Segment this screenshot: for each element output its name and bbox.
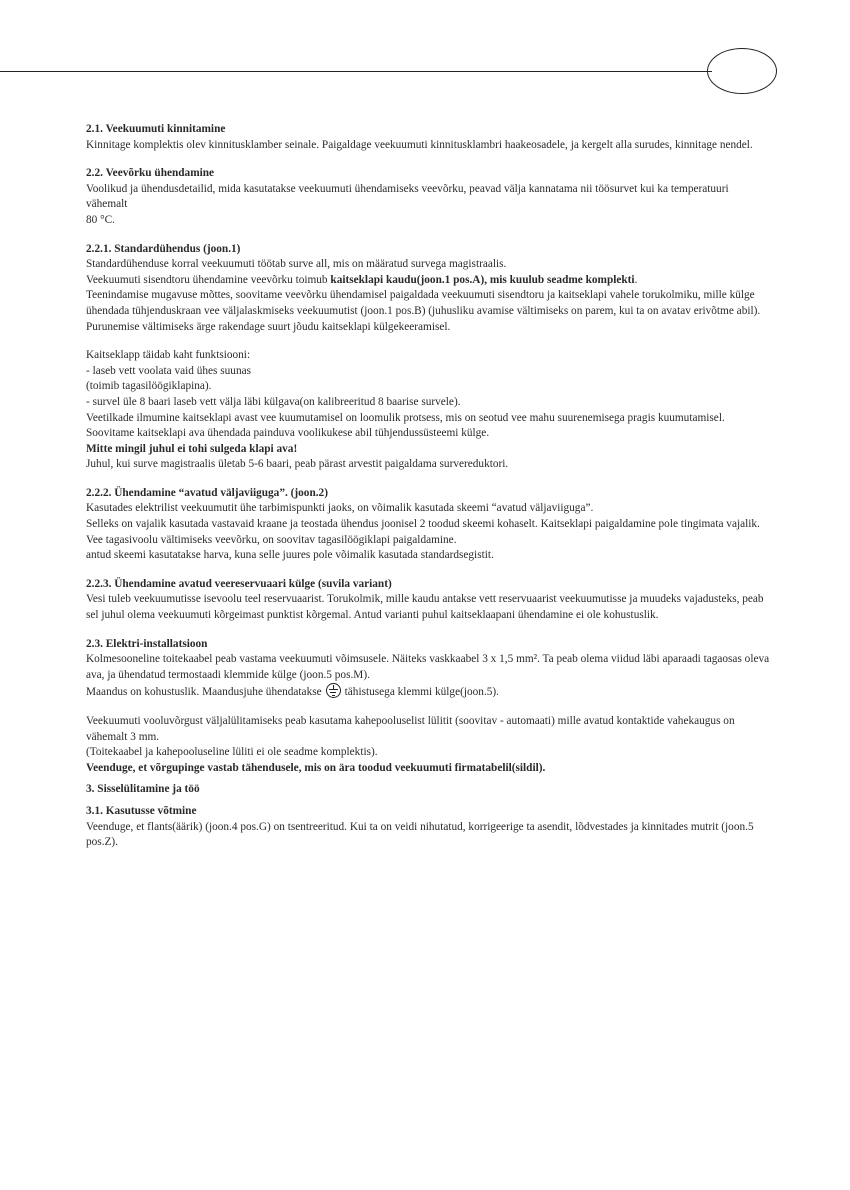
paragraph: Vesi tuleb veekuumutisse isevoolu teel reservuaarist. Torukolmik, mille kaudu antakse vett reservuaarist veekuumutisse ja muudeks vajadusteks, peab sel juhul olema veekuumuti kõrgeimast punktist kõrgemal. Antud varianti puhul kaitseklaapani ühendamine ei ole kohustuslik. bbox=[86, 593, 764, 622]
paragraph bbox=[86, 273, 770, 289]
heading-2-1: 2.1. Veekuumuti kinnitamine bbox=[86, 123, 226, 135]
paragraph: antud skeemi kasutatakse harva, kuna selle juures pole võimalik kasutada standardsegistit. bbox=[86, 549, 494, 562]
paragraph: Veenduge, et flants(äärik) (joon.4 pos.G) on tsentreeritud. Kui ta on veidi nihutatud, korrigeerige ta asendit, lõdvestades ja kinnitades mutrit (joon.5 pos.Z). bbox=[86, 820, 754, 849]
paragraph: 80 °C. bbox=[86, 213, 115, 226]
heading-2-3: 2.3. Elektri-installatsioon bbox=[86, 637, 208, 650]
paragraph: Standardühenduse korral veekuumuti töötab surve all, mis on määratud survega magistraalis. bbox=[86, 258, 507, 271]
heading-2-2-2: 2.2.2. Ühendamine “avatud väljaviiguga”. (joon.2) bbox=[86, 486, 328, 499]
paragraph: Purunemise vältimiseks ärge rakendage suurt jõudu kaitseklapi külgekeeramisel. bbox=[86, 320, 451, 333]
paragraph: Veetilkade ilmumine kaitseklapi avast vee kuumutamisel on loomulik protsess, mis on seotud vee mahu suurenemisega pragis kuumutamisel. Soovitame kaitseklapi ava ühendada painduva voolikukese abil tühjendussüsteemi külge. bbox=[86, 411, 725, 440]
notice-text: Veenduge, et võrgupinge vastab tähendusele, mis on ära toodud veekuumuti firmatabelil(sildil). bbox=[86, 761, 546, 774]
heading-2-2: 2.2. Veevõrku ühendamine bbox=[86, 167, 215, 180]
paragraph: Teenindamise mugavuse mõttes, soovitame veevõrku ühendamisel paigaldada veekuumuti sisendtoru ja kaitseklapi vahele torukolmiku, mille külge ühendada tühjenduskraan vee väljalaskmiseks veekuumutist (joon.1 pos.B) (juhusliku avamise vältimiseks on parem, kui ta on avatav erivõtme abil). bbox=[86, 289, 761, 317]
text-span: Maandus on kohustuslik. Maandusjuhe ühendatakse bbox=[86, 686, 322, 699]
bold-text: kaitseklapi kaudu(joon.1 pos.A), mis kuulub seadme komplekti bbox=[330, 273, 635, 286]
heading-2-2-3: 2.2.3. Ühendamine avatud veereservuaari külge (suvila variant) bbox=[86, 577, 392, 590]
text-span: . bbox=[634, 273, 638, 286]
paragraph: Veekuumuti vooluvõrgust väljalülitamiseks peab kasutama kahepooluselist lülitit (soovitav - automaati) mille avatud kontaktide vahekaugus on vähemalt 3 mm. bbox=[86, 715, 735, 743]
warning-text: Mitte mingil juhul ei tohi sulgeda klapi ava! bbox=[86, 442, 298, 455]
text-span: Veekuumuti sisendtoru ühendamine veevõrku toimub bbox=[86, 273, 331, 286]
paragraph: Kolmesooneline toitekaabel peab vastama veekuumuti võimsusele. Näiteks vaskkaabel 3 x 1,5 mm². Ta peab olema viidud läbi aparaadi tagaosas oleva ava, ja ühendatud termostaadi klemmide külge (joon.5 pos.M). bbox=[86, 653, 770, 681]
paragraph: Kasutades elektrilist veekuumutit ühe tarbimispunkti jaoks, on võimalik kasutada skeemi “avatud väljaviiguga”. bbox=[86, 502, 594, 515]
list-item: - survel üle 8 baari laseb vett välja läbi külgava(on kalibreeritud 8 baarise survele). bbox=[86, 395, 461, 408]
ground-symbol-icon bbox=[326, 683, 341, 698]
heading-3: 3. Sisselülitamine ja töö bbox=[86, 783, 200, 796]
list-item: - laseb vett voolata vaid ühes suunas bbox=[86, 364, 252, 377]
paragraph: Juhul, kui surve magistraalis ületab 5-6 baari, peab pärast arvestit paigaldama survereduktori. bbox=[86, 458, 509, 471]
heading-2-2-1: 2.2.1. Standardühendus (joon.1) bbox=[86, 242, 241, 255]
paragraph: Kaitseklapp täidab kaht funktsiooni: bbox=[86, 349, 251, 362]
text-span: tähistusega klemmi külge(joon.5). bbox=[344, 686, 500, 699]
paragraph: (Toitekaabel ja kahepooluseline lüliti ei ole seadme komplektis). bbox=[86, 746, 378, 759]
document-body bbox=[86, 122, 770, 851]
heading-3-1: 3.1. Kasutusse võtmine bbox=[86, 804, 197, 817]
page-number-oval bbox=[707, 48, 777, 94]
paragraph: Voolikud ja ühendusdetailid, mida kasutatakse veekuumuti ühendamiseks veevõrku, peavad välja kannatama nii töösurvet kui ka temperatuuri vähemalt bbox=[86, 182, 729, 211]
header-rule bbox=[0, 71, 712, 72]
paragraph: (toimib tagasilöögiklapina). bbox=[86, 380, 212, 393]
paragraph: Kinnitage komplektis olev kinnitusklamber seinale. Paigaldage veekuumuti kinnitusklambri haakeosadele, ja kergelt alla surudes, kinnitage nendel. bbox=[86, 138, 753, 151]
paragraph bbox=[86, 683, 770, 701]
paragraph: Selleks on vajalik kasutada vastavaid kraane ja teostada ühendus joonisel 2 toodud skeemi kohaselt. Kaitseklapi paigaldamine pole tingimata vajalik. Vee tagasivoolu vältimiseks veevõrku, on soovitav tagasilöögiklapi paigaldamine. bbox=[86, 518, 760, 546]
